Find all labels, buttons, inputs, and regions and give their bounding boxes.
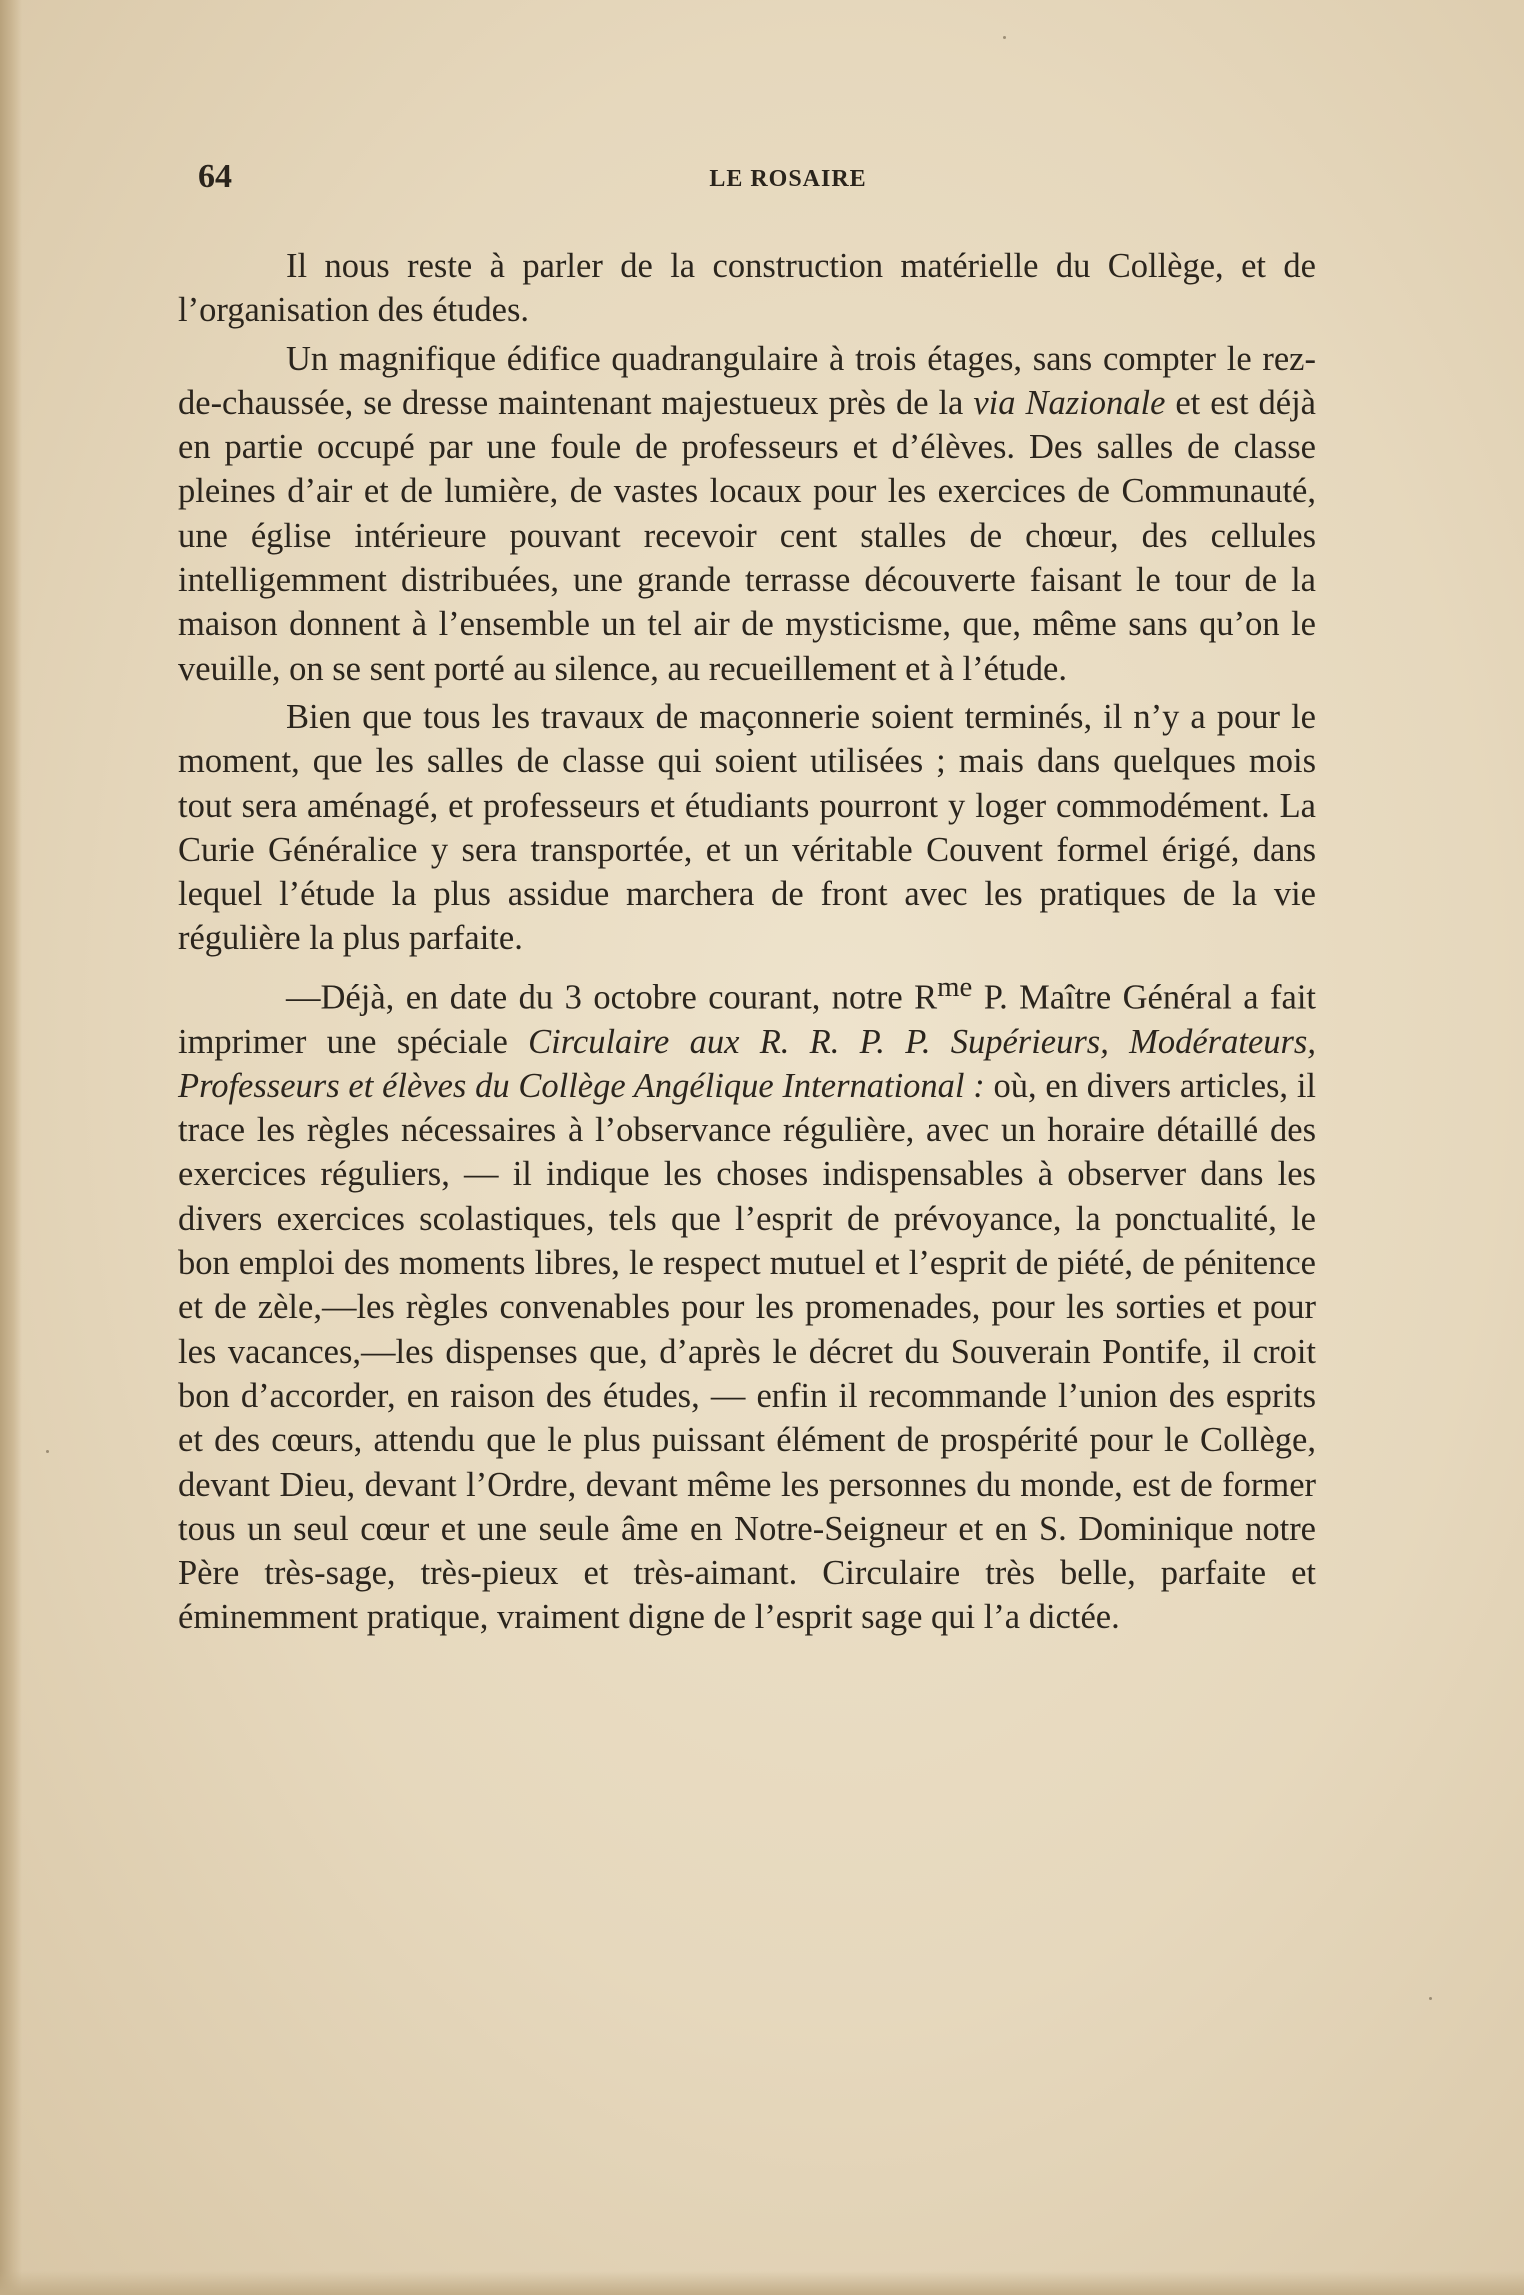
paragraph-1 <box>178 244 1316 333</box>
page-bottom-edge-shadow <box>0 2271 1524 2295</box>
running-title: LE ROSAIRE <box>709 166 867 192</box>
paper-speck <box>1429 1997 1432 2000</box>
paragraph-4-text-mid: P. Maître Général a fait imprimer une spéciale <box>178 978 1316 1061</box>
paragraph-2-text-before: Un magnifique édifice quadrangulaire à trois étages, sans compter le rez-de-chaussée, se dresse maintenant majestueux près de la <box>178 339 1316 422</box>
paragraph-2 <box>178 337 1316 691</box>
paragraph-2-text-after: et est déjà en partie occupé par une foule de professeurs et d’élèves. Des salles de classe pleines d’air et de lumière, de vastes locaux pour les exercices de Communauté, une église intérieure pouvant recevoir cent stalles de chœur, des cellules intelligemment distribuées, une grande terrasse découverte faisant le tour de la maison donnent à l’ensemble un tel air de mysticisme, que, même sans qu’on le veuille, on se sent porté au silence, au recueillement et à l’étude. <box>178 383 1316 688</box>
paragraph-3-text: Bien que tous les travaux de maçonnerie soient terminés, il n’y a pour le moment, que les salles de classe qui soient utilisées ; mais dans quelques mois tout sera aménagé, et professeurs et étudiants pourront y loger commodément. La Curie Généralice y sera transportée, et un véritable Couvent formel érigé, dans lequel l’étude la plus assidue marchera de front avec les pratiques de la vie régulière la plus parfaite. <box>178 697 1316 958</box>
paper-speck <box>1003 36 1006 39</box>
paragraph-4-text-after: où, en divers articles, il trace les règles nécessaires à l’observance régulière, avec un horaire détaillé des exercices réguliers, — il indique les choses indispensables à observer dans les divers exercices scolastiques, tels que l’esprit de prévoyance, la ponctualité, le bon emploi des moments libres, le respect mutuel et l’esprit de piété, de pénitence et de zèle,—les règles convenables pour les promenades, pour les sorties et pour les vacances,—les dispenses que, d’après le décret du Souverain Pontife, il croit bon d’accorder, en raison des études, — enfin il recommande l’union des esprits et des cœurs, attendu que le plus puissant élément de prospérité pour le Collège, devant Dieu, devant l’Ordre, devant même les personnes du monde, est de former tous un seul cœur et une seule âme en Notre-Seigneur et en S. Dominique notre Père très-sage, très-pieux et très-aimant. Circulaire très belle, parfaite et éminemment pratique, vraiment digne de l’esprit sage qui l’a dictée. <box>178 1066 1316 1637</box>
paragraph-4-text-before: —Déjà, en date du 3 octobre courant, notre R <box>286 978 938 1017</box>
paragraph-1-text: Il nous reste à parler de la construction matérielle du Collège, et de l’organisation des études. <box>178 247 1316 330</box>
paper-speck <box>46 1450 49 1453</box>
page-left-edge-shadow <box>0 0 22 2295</box>
paragraph-4-superscript: me <box>937 970 973 1003</box>
page-header <box>198 158 1318 198</box>
paragraph-4-italic: Circulaire aux R. R. P. P. Supérieurs, Modérateurs, Professeurs et élèves du Collège Angélique International : <box>178 1022 1316 1105</box>
paragraph-4 <box>178 965 1316 1640</box>
body-text <box>178 244 1316 1644</box>
paragraph-2-italic: via Nazionale <box>973 383 1166 422</box>
page-number: 64 <box>198 158 232 195</box>
paragraph-3 <box>178 695 1316 961</box>
